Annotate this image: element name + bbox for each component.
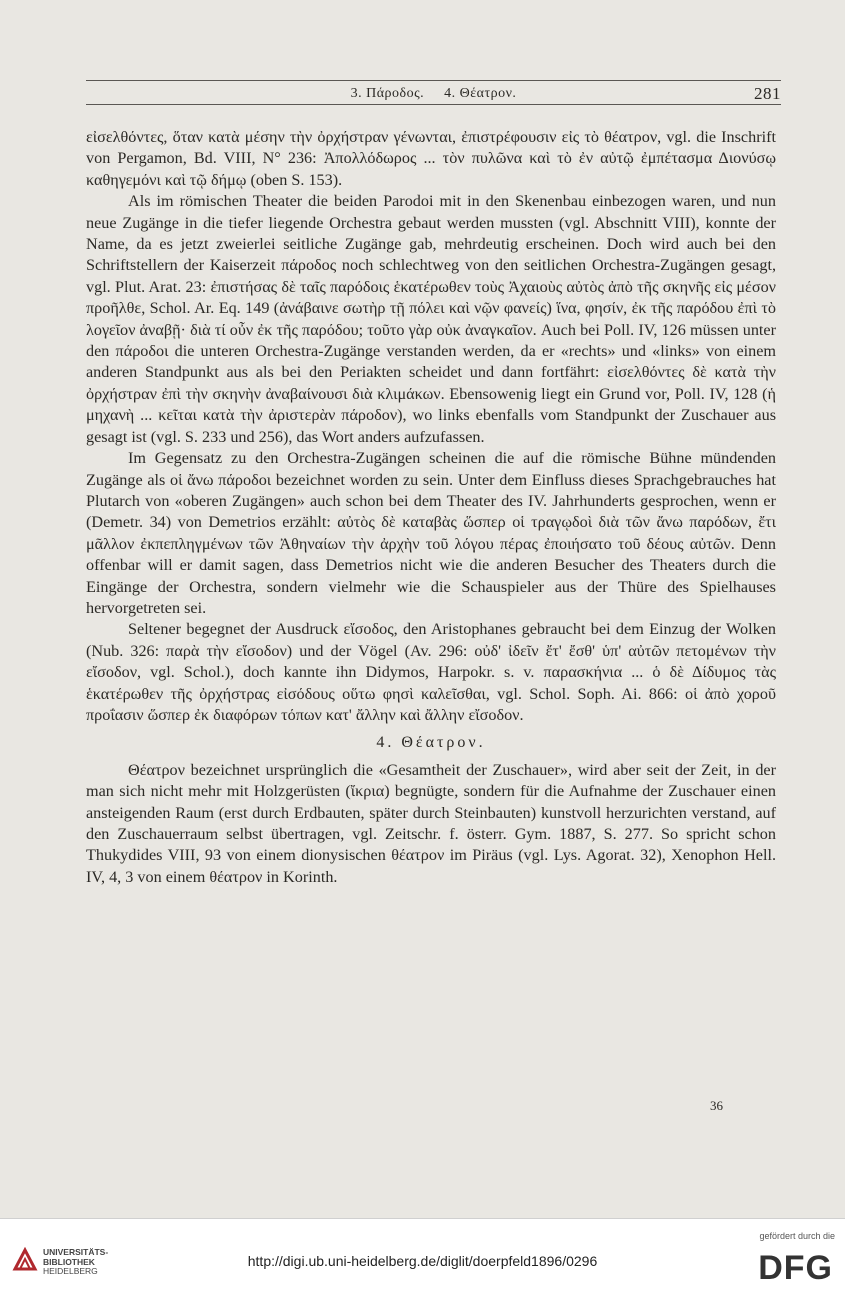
viewer-footer [0,1218,845,1302]
library-name-line-1: UNIVERSITÄTS- [43,1247,109,1257]
section-heading: 4. Θέατρον. [376,734,486,752]
permalink-url[interactable]: http://digi.ub.uni-heidelberg.de/diglit/doerpfeld1896/0296 [247,1253,598,1269]
dfg-logo: DFG [758,1249,833,1287]
funding-note: gefördert durch die [759,1231,835,1241]
paragraph-5: Θέατρον bezeichnet ursprünglich die «Gesamtheit der Zuschauer», wird aber seit der Zeit, in der man sich nicht mehr mit Holzgerüsten (ἴκρια) begnügte, sondern für die Aufnahme der Zuschauer einen ansteigenden Raum (erst durch Erdbauten, später durch Steinbauten) kunstvoll herzurichten verstand, auf den Zuschauerraum selbst übertragen, vgl. Zeitschr. f. österr. Gym. 1887, S. 277. So spricht schon Thukydides VIII, 93 von einem dionysischen θέατρον im Piräus (vgl. Lys. Agorat. 32), Xenophon Hell. IV, 4, 3 von einem θέατρον in Korinth. [86,760,776,886]
paragraph-3: Im Gegensatz zu den Orchestra-Zugängen scheinen die auf die römische Bühne mündenden Zugänge als οἱ ἄνω πάροδοι bezeichnet worden zu sein. Unter dem Einfluss dieses Sprachgebrauches hat Plutarch von «oberen Zugängen» auch schon bei dem Theater des IV. Jahrhunderts gesprochen, wenn er (Demetr. 34) von Demetrios erzählt: αὐτὸς δὲ καταβὰς ὥσπερ οἱ τραγῳδοὶ διὰ τῶν ἄνω παρόδων, ἔτι μᾶλλον ἐκπεπληγμένων τῶν Ἀθηναίων τὴν ἀρχὴν τοῦ λόγου πέρας ἐποιήσατο τοῦ δέους αὐτῶν. Denn offenbar will er damit sagen, dass Demetrios nicht wie die anderen Besucher des Theaters durch die Eingänge der Orchestra, sondern vielmehr wie die Schauspieler aus der Thüre des Spielhauses hervorgetreten sei. [86,449,776,617]
paragraph-4: Seltener begegnet der Ausdruck εἴσοδος, den Aristophanes gebraucht bei dem Einzug der Wolken (Nub. 326: παρὰ τὴν εἴσοδον) und der Vögel (Av. 296: οὐδ' ἰδεῖν ἔτ' ἔσθ' ὑπ' αὐτῶν πετομένων τὴν εἴσοδον, vgl. Schol.), doch kannte ihn Didymos, Harpokr. s. v. παρασκήνια ... ὁ δὲ Δίδυμος τὰς ἑκατέρωθεν τῆς ὀρχήστρας εἰσόδους οὕτω φησὶ καλεῖσθαι, vgl. Schol. Soph. Ai. 866: οἱ ἀπὸ χοροῦ προΐασιν ὥσπερ ἐκ διαφόρων τόπων κατ' ἄλλην καὶ ἄλλην εἴσοδον. [86,620,776,724]
library-name-line-2: BIBLIOTHEK [43,1256,95,1267]
library-name-line-3: HEIDELBERG [43,1266,98,1276]
running-head [86,84,781,104]
paragraph-1: εἰσελθόντες, ὅταν κατὰ μέσην τὴν ὀρχήστραν γένωνται, ἐπιστρέφουσιν εἰς τὸ θέατρον, vgl. die Inschrift von Pergamon, Bd. VIII, N° 236: Ἀπολλόδωρος ... τὸν πυλῶνα καὶ τὸ ἐν αὐτῷ ἐμπέτασμα Διονύσῳ καθηγεμόνι καὶ τῷ δήμῳ (oben S. 153). [86,128,776,189]
paragraph-2: Als im römischen Theater die beiden Parodoi mit in den Skenenbau einbezogen waren, und nun neue Zugänge in die tiefer liegende Orchestra gebaut werden mussten (vgl. Abschnitt VIII), konnte der Name, da es jetzt zweierlei seitliche Zugänge gab, mehrdeutig erscheinen. Doch wird auch bei den Schriftstellern der Kaiserzeit πάροδος noch schlechtweg von den seitlichen Orchestra-Zugängen gesagt, vgl. Plut. Arat. 23: ἐπιστήσας δὲ ταῖς παρόδοις ἑκατέρωθεν τοὺς Ἀχαιοὺς αὐτὸς ἀπὸ τῆς σκηνῆς εἰς μέσον προῆλθε, Schol. Ar. Eq. 149 (ἀνάβαινε σωτὴρ τῇ πόλει καὶ νῷν φανείς) ἵνα, φησίν, ἐκ τῆς παρόδου ἐπὶ τὸ λογεῖον ἀναβῇ· διὰ τί οὖν ἐκ τῆς παρόδου; τοῦτο γὰρ οὐκ ἀναγκαῖον. Auch bei Poll. IV, 126 müssen unter den πάροδοι die unteren Orchestra-Zugänge verstanden werden, da er «rechts» und «links» von einem anderen Standpunkt aus als bei den Periakten scheidet und dann fortfährt: εἰσελθόντες δὲ κατὰ τὴν ὀρχήστραν ἐπὶ τὴν σκηνὴν ἀναβαίνουσι διὰ κλιμάκων. Ebensowenig liegt ein Grund vor, Poll. IV, 128 (ἡ μηχανὴ ... κεῖται κατὰ τὴν ἀριστερὰν πάροδον), wo links ebenfalls vom Standpunkt der Zuschauer aus gesagt ist (vgl. S. 233 und 256), das Wort anders aufzufassen. [86,192,776,446]
running-title: 3. Πάροδος. 4. Θέατρον. [350,86,517,101]
page-number: 281 [754,84,781,103]
signature-mark: 36 [710,1098,723,1113]
header-rule-top [86,80,781,81]
header-rule-bottom [86,104,781,105]
body-text [86,127,776,888]
